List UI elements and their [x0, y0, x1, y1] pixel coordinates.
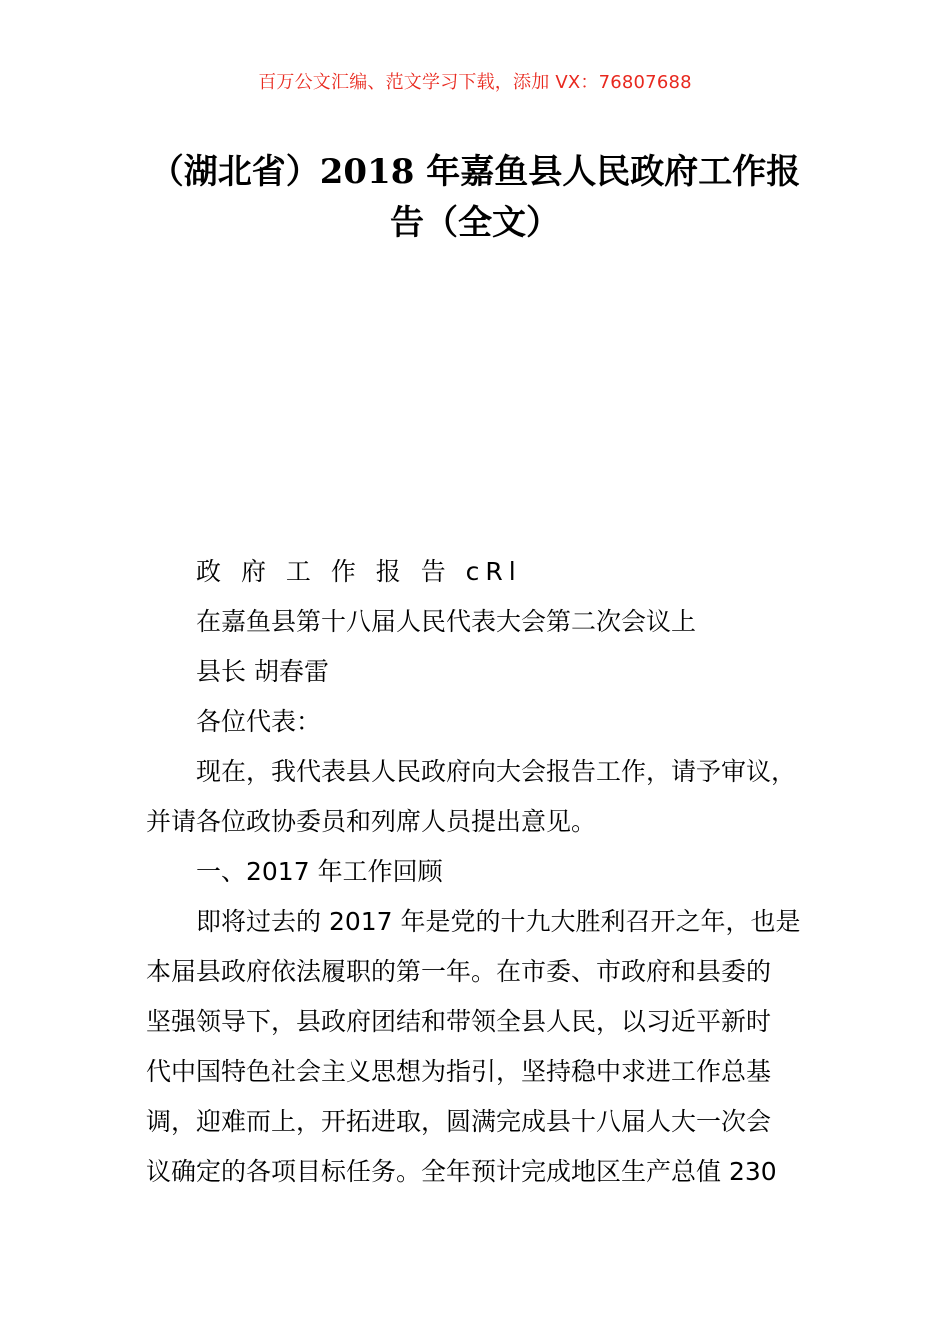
download-notice: 百万公文汇编、范文学习下载，添加 VX：76807688	[258, 72, 692, 93]
report-heading: 政 府 工 作 报 告 cRl	[196, 557, 522, 586]
paragraph-2-line-4: 代中国特色社会主义思想为指引，坚持稳中求进工作总基	[146, 1057, 772, 1086]
paragraph-2-line-5: 调，迎难而上，开拓进取，圆满完成县十八届人大一次会	[146, 1107, 772, 1136]
meeting-occasion: 在嘉鱼县第十八届人民代表大会第二次会议上	[196, 607, 697, 636]
document-title-line-1: （湖北省）2018 年嘉鱼县人民政府工作报	[149, 152, 801, 192]
paragraph-2-line-1: 即将过去的 2017 年是党的十九大胜利召开之年，也是	[196, 907, 801, 936]
paragraph-2-line-6: 议确定的各项目标任务。全年预计完成地区生产总值 230	[146, 1157, 777, 1186]
paragraph-1-line-2: 并请各位政协委员和列席人员提出意见。	[146, 807, 597, 836]
speaker-line: 县长 胡春雷	[196, 657, 329, 686]
document-title-line-2: 告（全文）	[390, 203, 560, 243]
paragraph-2-line-3: 坚强领导下，县政府团结和带领全县人民，以习近平新时	[146, 1007, 772, 1036]
paragraph-1-line-1: 现在，我代表县人民政府向大会报告工作，请予审议，	[196, 757, 797, 786]
paragraph-2-line-2: 本届县政府依法履职的第一年。在市委、市政府和县委的	[146, 957, 772, 986]
section-1-title: 一、2017 年工作回顾	[196, 857, 443, 886]
salutation: 各位代表：	[196, 707, 322, 736]
